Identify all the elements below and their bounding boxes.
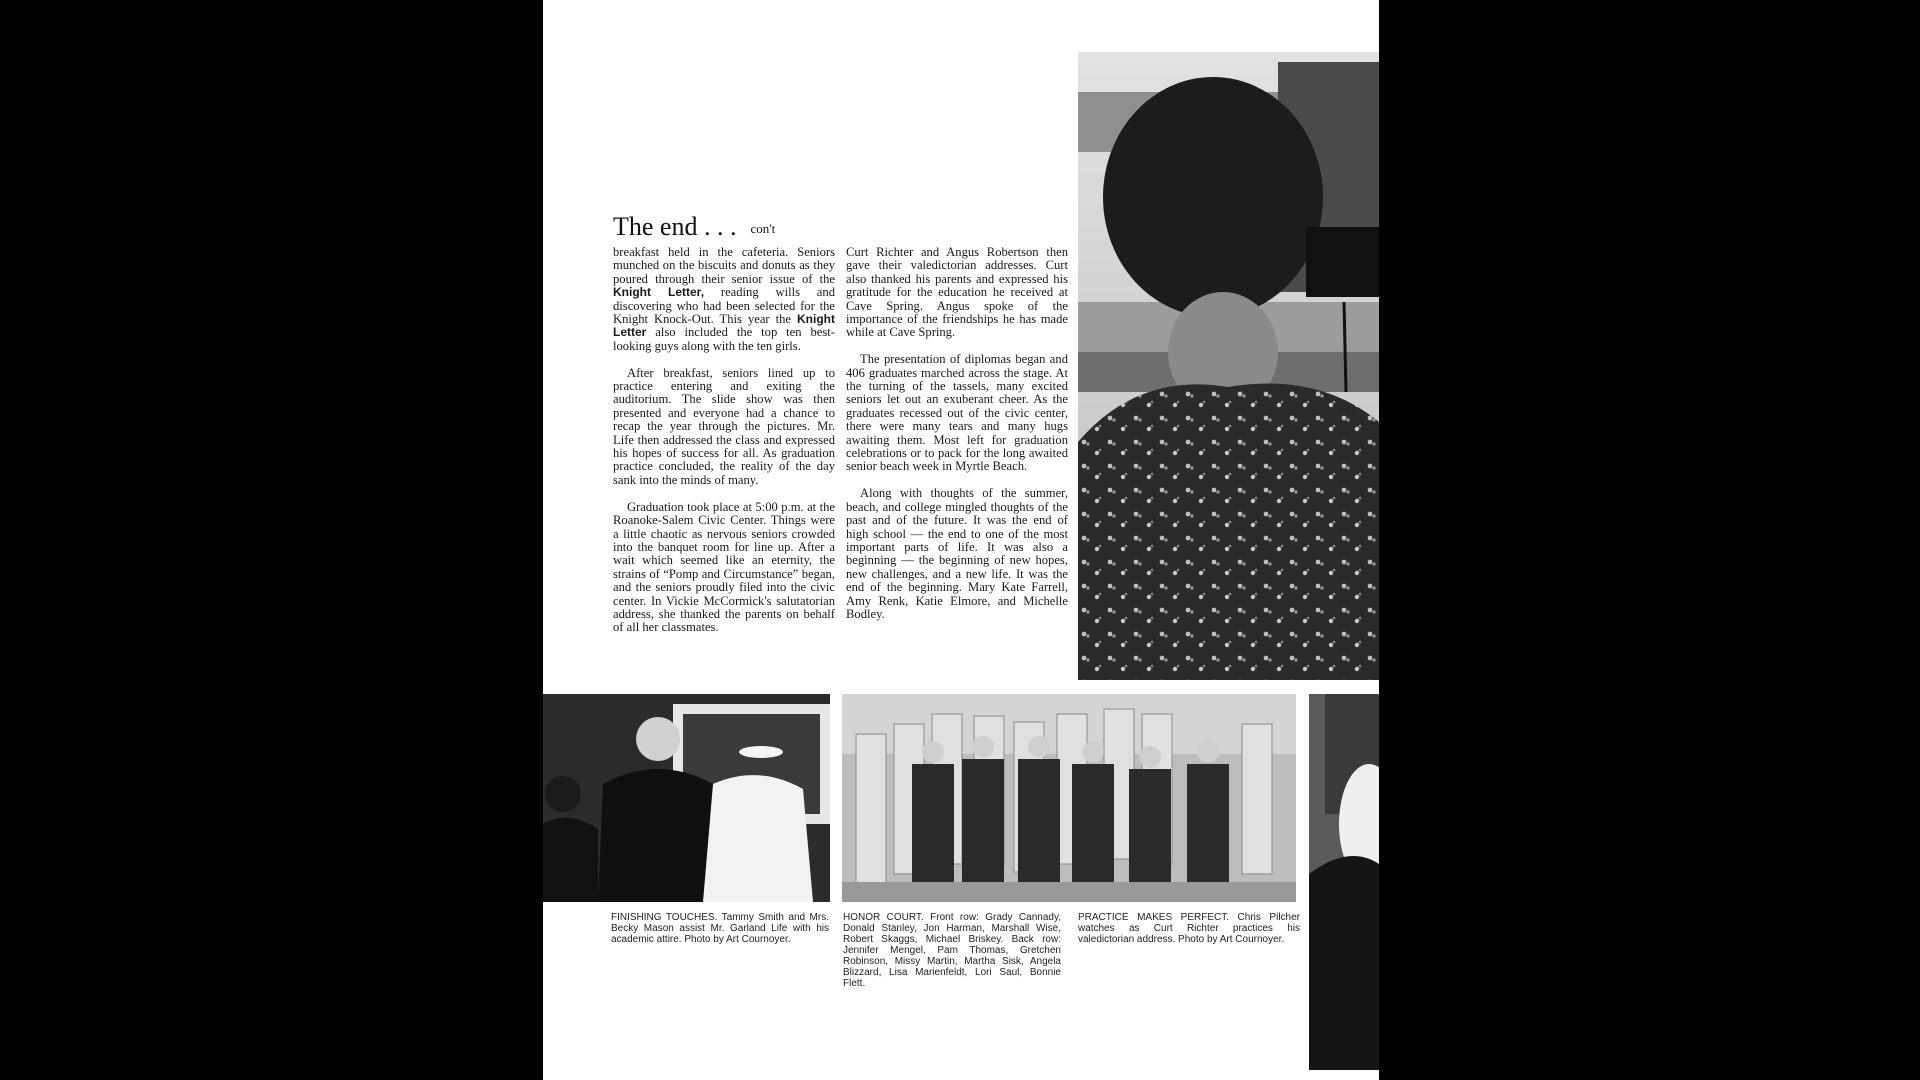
yearbook-page	[543, 0, 1379, 1080]
article-column-2	[846, 246, 1068, 635]
photo-finishing-touches-image	[543, 694, 830, 902]
photo-camera-woman-image	[1078, 52, 1379, 680]
photo-practice-image	[1309, 694, 1379, 1070]
caption-practice: PRACTICE MAKES PERFECT. Chris Pilcher watches as Curt Richter practices his valedictorian address. Photo by Art Cournoyer.	[1078, 912, 1300, 945]
publication-name: Knight Letter	[613, 312, 835, 340]
paragraph: Curt Richter and Angus Robertson then gave their valedictorian addresses. Curt also thanked his parents and expressed his gratitude for the education he received at Cave Spring. Angus spoke of the importance of the friendships he has made while at Cave Spring.	[846, 245, 1068, 340]
paragraph	[613, 246, 835, 353]
photo-practice	[1309, 694, 1379, 1070]
article-column-1	[613, 246, 835, 648]
photo-camera-woman	[1078, 52, 1379, 680]
photo-honor-court-image	[842, 694, 1296, 902]
paragraph: Along with thoughts of the summer, beach, and college mingled thoughts of the past and of the future. It was the end of high school — the end to one of the most important parts of life. It was also a beginning — the beginning of new hopes, new challenges, and a new life. It was the end of the beginning. Mary Kate Farrell, Amy Renk, Katie Elmore, and Michelle Bodley.	[846, 486, 1068, 621]
paragraph: The presentation of diplomas began and 406 graduates marched across the stage. At the turning of the tassels, many excited seniors let out an exuberant cheer. As the graduates recessed out of the civic center, there were many tears and many hugs awaiting them. Most left for graduation celebrations or to pack for the long awaited senior beach week in Myrtle Beach.	[846, 352, 1068, 474]
article-headline	[613, 212, 775, 244]
caption-honor-court: HONOR COURT. Front row: Grady Cannady, Donald Stanley, Jon Harman, Marshall Wise, Robert Skaggs, Michael Briskey. Back row: Jennifer Mengel, Pam Thomas, Gretchen Robinson, Missy Martin, Martha Sisk, Angela Blizzard, Lisa Marienfeldt, Lori Saul, Bonnie Flett.	[843, 912, 1061, 989]
caption-finishing-touches: FINISHING TOUCHES. Tammy Smith and Mrs. Becky Mason assist Mr. Garland Life with his academic attire. Photo by Art Cournoyer.	[611, 912, 829, 945]
paragraph-text: reading wills and discovering who had been selected for the Knight Knock-Out. This year the	[613, 285, 835, 327]
headline-continued: con't	[750, 221, 776, 236]
photo-finishing-touches	[543, 694, 830, 902]
publication-name: Knight Letter,	[613, 285, 705, 300]
photo-honor-court	[842, 694, 1296, 902]
paragraph-text: also included the top ten best-looking guys along with the ten girls.	[613, 325, 835, 353]
paragraph: After breakfast, seniors lined up to practice entering and exiting the auditorium. The slide show was then presented and everyone had a chance to recap the year through the pictures. Mr. Life then addressed the class and expressed his hopes of success for all. As graduation practice concluded, the reality of the day sank into the minds of many.	[613, 365, 835, 487]
paragraph: Graduation took place at 5:00 p.m. at the Roanoke-Salem Civic Center. Things were a little chaotic as nervous seniors crowded into the banquet room for line up. After a wait which seemed like an eternity, the strains of “Pomp and Circumstance” began, and the seniors proudly filed into the civic center. In Vickie McCormick's salutatorian address, she thanked the parents on behalf of all her classmates.	[613, 499, 835, 635]
paragraph-text: breakfast held in the cafeteria. Seniors munched on the biscuits and donuts as they poured through their senior issue of the	[613, 245, 835, 286]
headline-title: The end . . .	[613, 212, 737, 241]
